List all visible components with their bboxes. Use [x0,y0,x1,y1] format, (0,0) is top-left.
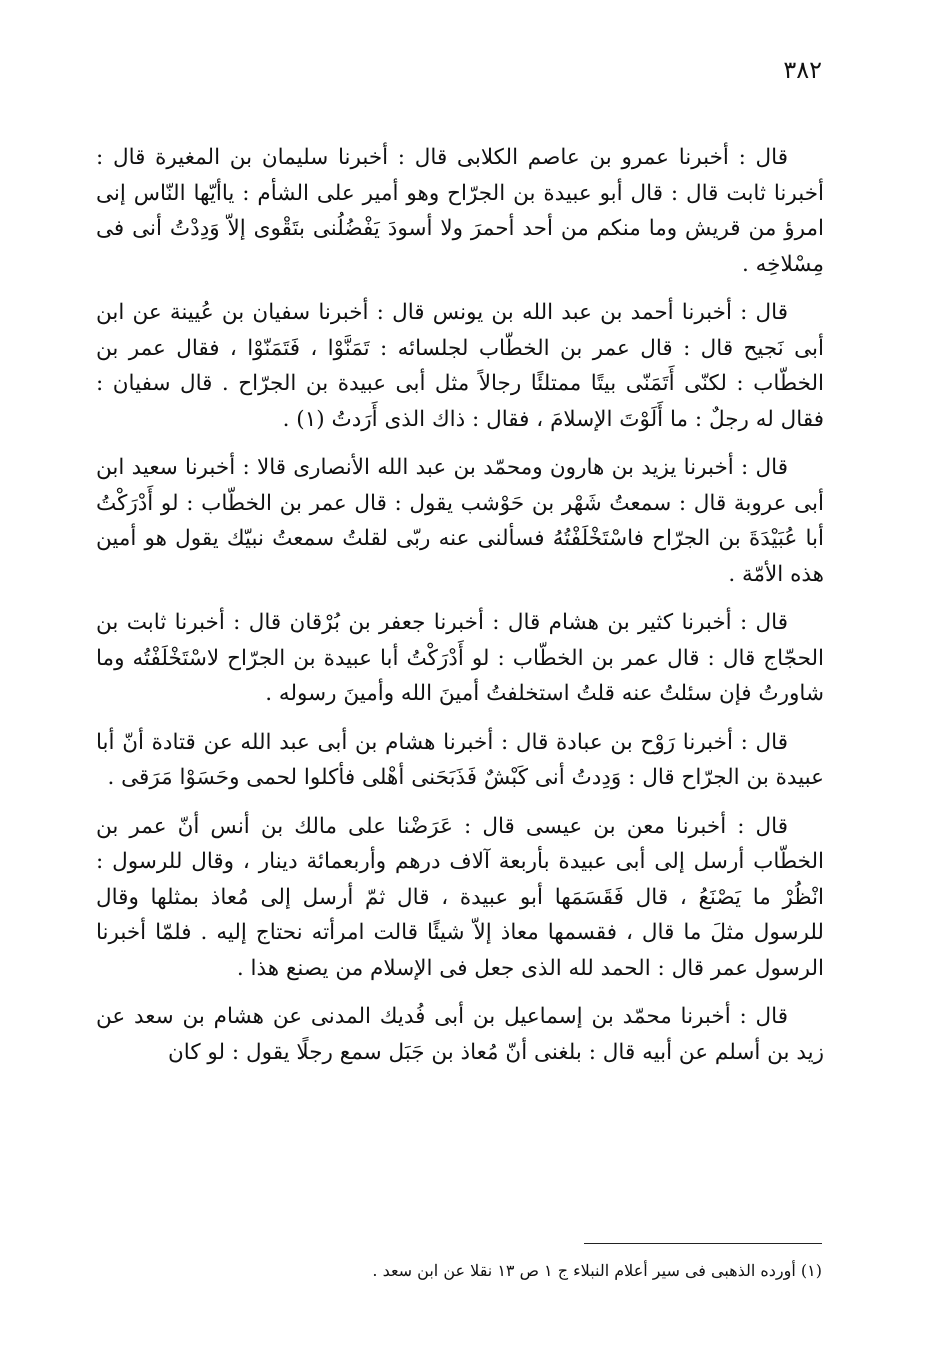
paragraph-4: قال : أخبرنا كثير بن هشام قال : أخبرنا جعفر بن بُرْقان قال : أخبرنا ثابت بن الحجّاج قال : قال عمر بن الخطّاب : لو أَدْرَكْتُ أبا عبيدة بن الجرّاح لاسْتَخْلَفْتُه وما شاورتُ فإن سئلتُ عنه قلتُ استخلفتُ أمينَ الله وأمينَ رسوله . [96,610,824,706]
paragraph-1: قال : أخبرنا عمرو بن عاصم الكلابى قال : أخبرنا سليمان بن المغيرة قال : أخبرنا ثابت قال : قال أبو عبيدة بن الجرّاح وهو أمير على الشأم : ياأيّها النّاس إنى امرؤ من قريش وما منكم من أحد أحمرَ ولا أسودَ يَفْضُلُنى بتَقْوى إلاّ وَدِدْتُ أنى فى مِسْلاخِه . [96,145,824,277]
body-text [96,140,824,1083]
paragraph-3: قال : أخبرنا يزيد بن هارون ومحمّد بن عبد الله الأنصارى قالا : أخبرنا سعيد ابن أبى عروبة قال : سمعتُ شَهْر بن حَوْشب يقول : قال عمر بن الخطّاب : لو أَدْرَكْتُ أبا عُبَيْدَةَ بن الجرّاح فاسْتَخْلَفْتُهُ فسألنى عنه ربّى لقلتُ سمعتُ نبيّك يقول هو أمين هذه الأمّة . [96,455,824,587]
page-number: ٣٨٢ [783,56,822,84]
footnote: (١) أورده الذهبى فى سير أعلام النبلاء ج ١ ص ١٣ نقلا عن ابن سعد . [372,1261,822,1280]
paragraph-6: قال : أخبرنا معن بن عيسى قال : عَرَضْنا على مالك بن أنس أنّ عمر بن الخطّاب أرسل إلى أبى عبيدة بأربعة آلاف درهم وأربعمائة دينار ، وقال للرسول : انْظُرْ ما يَصْنَعُ ، قال فَقَسَمَها أبو عبيدة ، قال ثمّ أرسل إلى مُعاذ بمثلها وقال للرسول مثلَ ما قال ، فقسمها معاذ إلاّ شيئًا قالت امرأته نحتاج إليه . فلمّا أخبرنا الرسول عمر قال : الحمد لله الذى جعل فى الإسلام من يصنع هذا . [96,813,824,981]
paragraph-7: قال : أخبرنا محمّد بن إسماعيل بن أبى فُديك المدنى عن هشام بن سعد عن زيد بن أسلم عن أبيه قال : بلغنى أنّ مُعاذ بن جَبَل سمع رجلًا يقول : لو كان [96,1004,824,1065]
paragraph-5: قال : أخبرنا رَوْح بن عبادة قال : أخبرنا هشام بن أبى عبد الله عن قتادة أنّ أبا عبيدة بن الجرّاح قال : وَدِدتُ أنى كَبْشٌ فَذَبَحَنى أهْلى فأكلوا لحمى وحَسَوْا مَرَقى . [96,729,824,790]
paragraph-2: قال : أخبرنا أحمد بن عبد الله بن يونس قال : أخبرنا سفيان بن عُيينة عن ابن أبى نَجيح قال : قال عمر بن الخطّاب لجلسائه : تَمَنَّوْا ، فَتَمَنّوْا ، فقال عمر بن الخطّاب : لكنّى أَتَمَنّى بيتًا ممتلئًا رجالاً مثل أبى عبيدة بن الجرّاح . قال سفيان : فقال له رجلٌ : ما أَلَوْتَ الإسلامَ ، فقال : ذاك الذى أَرَدتُ (١) . [96,300,824,432]
footnote-divider [584,1243,822,1244]
